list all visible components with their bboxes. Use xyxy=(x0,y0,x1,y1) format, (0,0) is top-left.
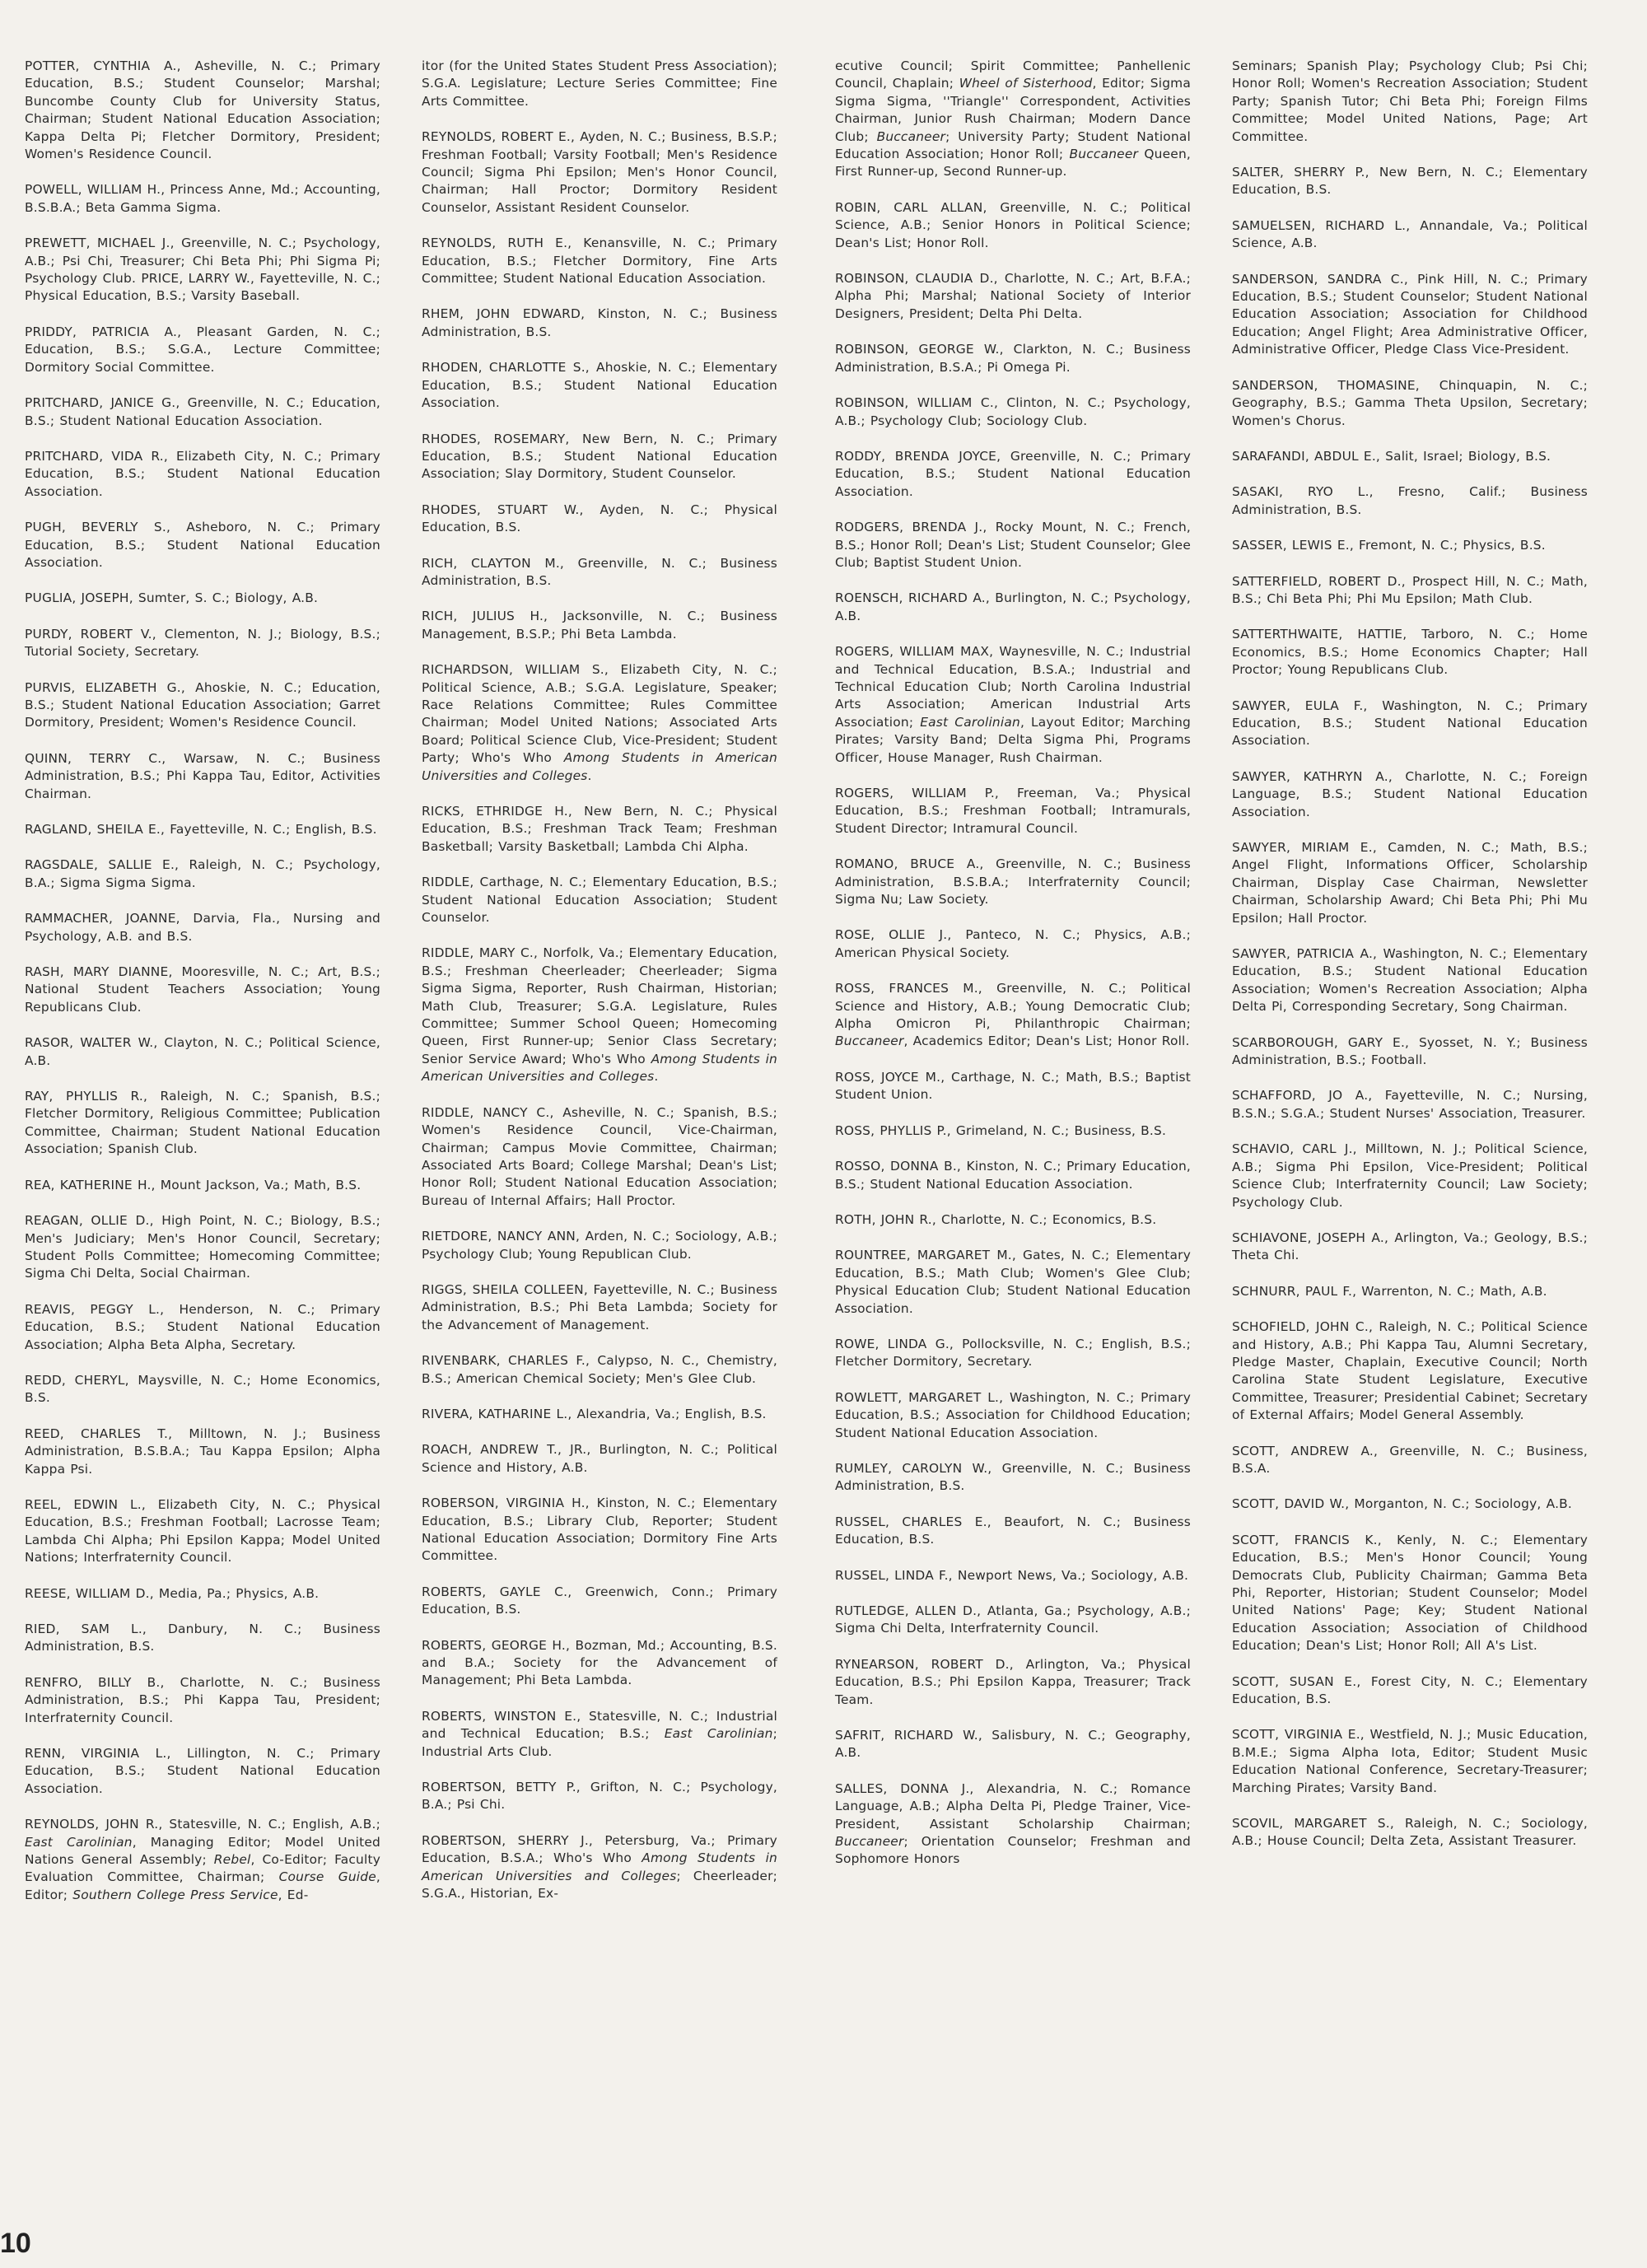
directory-entry: ROGERS, WILLIAM MAX, Waynesville, N. C.; Industrial and Technical Education, B.S.A.; Industrial and Technical Education Club; North Carolina Industrial Arts Association; American Industrial Arts Association; East Carolinian, Layout Editor; Marching Pirates; Varsity Band; Delta Sigma Phi, Programs Officer, House Manager, Rush Chairman. xyxy=(835,644,1192,765)
directory-entry: SARAFANDI, ABDUL E., Salit, Israel; Biology, B.S. xyxy=(1232,448,1551,464)
directory-entry: SATTERTHWAITE, HATTIE, Tarboro, N. C.; Home Economics, B.S.; Home Economics Chapter; Hall Proctor; Young Republicans Club. xyxy=(1232,627,1588,678)
directory-entry: SAWYER, PATRICIA A., Washington, N. C.; Elementary Education, B.S.; Student National Education Association; Women's Recreation Association; Alpha Delta Pi, Corresponding Secretary, Song Chairman. xyxy=(1232,946,1588,1015)
column-1 xyxy=(25,58,380,1922)
directory-entry: ROGERS, WILLIAM P., Freeman, Va.; Physical Education, B.S.; Freshman Football; Intramurals, Student Director; Intramural Council. xyxy=(835,786,1191,836)
directory-entry: PRIDDY, PATRICIA A., Pleasant Garden, N. C.; Education, B.S.; S.G.A., Lecture Committee; Dormitory Social Committee. xyxy=(25,324,380,375)
directory-entry: ROBERTSON, BETTY P., Grifton, N. C.; Psychology, B.A.; Psi Chi. xyxy=(422,1780,777,1813)
directory-entry: ROBIN, CARL ALLAN, Greenville, N. C.; Political Science, A.B.; Senior Honors in Political Science; Dean's List; Honor Roll. xyxy=(835,199,1191,250)
directory-entry: RASOR, WALTER W., Clayton, N. C.; Political Science, A.B. xyxy=(25,1035,380,1068)
directory-entry: REAVIS, PEGGY L., Henderson, N. C.; Primary Education, B.S.; Student National Education Association; Alpha Beta Alpha, Secretary. xyxy=(25,1301,380,1352)
directory-entry: SCOTT, SUSAN E., Forest City, N. C.; Elementary Education, B.S. xyxy=(1232,1673,1588,1707)
directory-entry: ROSSO, DONNA B., Kinston, N. C.; Primary Education, B.S.; Student National Education Association. xyxy=(835,1159,1191,1192)
directory-entry: ROSS, FRANCES M., Greenville, N. C.; Political Science and History, A.B.; Young Democratic Club; Alpha Omicron Pi, Philanthropic Chairman; Buccaneer, Academics Editor; Dean's List; Honor Roll. xyxy=(835,981,1191,1049)
directory-entry: REYNOLDS, ROBERT E., Ayden, N. C.; Business, B.S.P.; Freshman Football; Varsity Football; Men's Residence Council; Sigma Phi Epsilon; Men's Honor Council, Chairman; Hall Proctor; Dormitory Resident Counselor, Assistant Resident Counselor. xyxy=(422,129,777,215)
column-2 xyxy=(422,58,777,1921)
directory-entry: SCOTT, FRANCIS K., Kenly, N. C.; Elementary Education, B.S.; Men's Honor Council; Young Democrats Club, Publicity Chairman; Gamma Beta Phi, Reporter, Historian; Student Counselor; Model United Nations' Page; Key; Student National Education Association; Association of Childhood Education; Dean's List; Honor Roll; All A's List. xyxy=(1232,1532,1588,1654)
directory-entry: PRITCHARD, VIDA R., Elizabeth City, N. C.; Primary Education, B.S.; Student National Education Association. xyxy=(25,448,380,499)
directory-entry: ROUNTREE, MARGARET M., Gates, N. C.; Elementary Education, B.S.; Math Club; Women's Glee Club; Physical Education Club; Student National Education Association. xyxy=(835,1248,1191,1316)
directory-entry: RAGSDALE, SALLIE E., Raleigh, N. C.; Psychology, B.A.; Sigma Sigma Sigma. xyxy=(25,857,380,890)
directory-entry: RUMLEY, CAROLYN W., Greenville, N. C.; Business Administration, B.S. xyxy=(835,1460,1191,1494)
directory-entry: REDD, CHERYL, Maysville, N. C.; Home Economics, B.S. xyxy=(25,1372,380,1406)
page-number: 10 xyxy=(0,2228,31,2259)
directory-entry: RAMMACHER, JOANNE, Darvia, Fla., Nursing and Psychology, A.B. and B.S. xyxy=(25,911,380,944)
directory-entry: ROSS, JOYCE M., Carthage, N. C.; Math, B.S.; Baptist Student Union. xyxy=(835,1069,1191,1103)
directory-entry: REYNOLDS, RUTH E., Kenansville, N. C.; Primary Education, B.S.; Fletcher Dormitory, Fine Arts Committee; Student National Education Association. xyxy=(422,236,777,287)
directory-entry: SCARBOROUGH, GARY E., Syosset, N. Y.; Business Administration, B.S.; Football. xyxy=(1232,1034,1588,1068)
directory-entry: REAGAN, OLLIE D., High Point, N. C.; Biology, B.S.; Men's Judiciary; Men's Honor Council, Secretary; Student Polls Committee; Homecoming Committee; Sigma Chi Delta, Social Chairman. xyxy=(25,1213,380,1281)
directory-entry: RIVENBARK, CHARLES F., Calypso, N. C., Chemistry, B.S.; American Chemical Society; Men's Glee Club. xyxy=(422,1353,777,1386)
directory-entry: SCHAVIO, CARL J., Milltown, N. J.; Political Science, A.B.; Sigma Phi Epsilon, Vice-President; Political Science Club; Interfraternity Council; Law Society; Psychology Club. xyxy=(1232,1141,1588,1210)
directory-entry: ROBINSON, WILLIAM C., Clinton, N. C.; Psychology, A.B.; Psychology Club; Sociology Club. xyxy=(835,395,1191,428)
directory-entry: PREWETT, MICHAEL J., Greenville, N. C.; Psychology, A.B.; Psi Chi, Treasurer; Chi Beta Phi; Phi Sigma Pi; Psychology Club. PRICE, LARRY W., Fayetteville, N. C.; Physical Education, B.S.; Varsity Baseball. xyxy=(25,236,380,304)
directory-entry: QUINN, TERRY C., Warsaw, N. C.; Business Administration, B.S.; Phi Kappa Tau, Editor, Activities Chairman. xyxy=(25,750,380,801)
directory-entry: REED, CHARLES T., Milltown, N. J.; Business Administration, B.S.B.A.; Tau Kappa Epsilon; Alpha Kappa Psi. xyxy=(25,1426,380,1477)
directory-entry: ROBERTS, WINSTON E., Statesville, N. C.; Industrial and Technical Education; B.S.; East Carolinian; Industrial Arts Club. xyxy=(422,1708,777,1759)
directory-entry: RAY, PHYLLIS R., Raleigh, N. C.; Spanish, B.S.; Fletcher Dormitory, Religious Committee; Publication Committee, Chairman; Student National Education Association; Spanish Club. xyxy=(25,1089,380,1157)
directory-entry: RASH, MARY DIANNE, Mooresville, N. C.; Art, B.S.; National Student Teachers Association; Young Republicans Club. xyxy=(25,964,380,1015)
directory-entry: RHEM, JOHN EDWARD, Kinston, N. C.; Business Administration, B.S. xyxy=(422,306,777,339)
directory-entry: REA, KATHERINE H., Mount Jackson, Va.; Math, B.S. xyxy=(25,1177,362,1192)
directory-entry: RODDY, BRENDA JOYCE, Greenville, N. C.; Primary Education, B.S.; Student National Education Association. xyxy=(835,448,1191,499)
directory-entry: PUGLIA, JOSEPH, Sumter, S. C.; Biology, A.B. xyxy=(25,590,319,606)
column-4 xyxy=(1232,58,1588,1869)
directory-entry: itor (for the United States Student Press Association); S.G.A. Legislature; Lecture Series Committee; Fine Arts Committee. xyxy=(422,58,777,109)
directory-entry: ROBINSON, CLAUDIA D., Charlotte, N. C.; Art, B.F.A.; Alpha Phi; Marshal; National Society of Interior Designers, President; Delta Phi Delta. xyxy=(835,271,1191,321)
directory-entry: SAWYER, KATHRYN A., Charlotte, N. C.; Foreign Language, B.S.; Student National Education Association. xyxy=(1232,768,1588,819)
directory-entry: REESE, WILLIAM D., Media, Pa.; Physics, A.B. xyxy=(25,1585,320,1601)
directory-entry: RICKS, ETHRIDGE H., New Bern, N. C.; Physical Education, B.S.; Freshman Track Team; Freshman Basketball; Varsity Basketball; Lambda Chi Alpha. xyxy=(422,804,777,854)
directory-entry: RICH, JULIUS H., Jacksonville, N. C.; Business Management, B.S.P.; Phi Beta Lambda. xyxy=(422,609,777,642)
directory-entry: SCHIAVONE, JOSEPH A., Arlington, Va.; Geology, B.S.; Theta Chi. xyxy=(1232,1230,1588,1263)
directory-entry: ROSE, OLLIE J., Panteco, N. C.; Physics, A.B.; American Physical Society. xyxy=(835,927,1191,960)
directory-entry: ROBERTS, GAYLE C., Greenwich, Conn.; Primary Education, B.S. xyxy=(422,1584,777,1617)
directory-entry: SAWYER, MIRIAM E., Camden, N. C.; Math, B.S.; Angel Flight, Informations Officer, Scholarship Chairman, Display Case Chairman, Newsletter Chairman, Scholarship Award; Chi Beta Phi; Phi Mu Epsilon; Hall Proctor. xyxy=(1232,840,1588,926)
directory-entry: ROENSCH, RICHARD A., Burlington, N. C.; Psychology, A.B. xyxy=(835,590,1191,623)
directory-entry: RENFRO, BILLY B., Charlotte, N. C.; Business Administration, B.S.; Phi Kappa Tau, President; Interfraternity Council. xyxy=(25,1674,380,1725)
directory-entry: SCHNURR, PAUL F., Warrenton, N. C.; Math, A.B. xyxy=(1232,1283,1547,1299)
directory-entry: PURDY, ROBERT V., Clementon, N. J.; Biology, B.S.; Tutorial Society, Secretary. xyxy=(25,626,380,660)
directory-entry: ROBERTSON, SHERRY J., Petersburg, Va.; Primary Education, B.S.A.; Who's Who Among Students in American Universities and Colleges; Cheerleader; S.G.A., Historian, Ex- xyxy=(422,1832,777,1902)
directory-entry: RUSSEL, CHARLES E., Beaufort, N. C.; Business Education, B.S. xyxy=(835,1514,1191,1547)
directory-entry: RODGERS, BRENDA J., Rocky Mount, N. C.; French, B.S.; Honor Roll; Dean's List; Student Counselor; Glee Club; Baptist Student Union. xyxy=(835,520,1191,570)
directory-entry: RYNEARSON, ROBERT D., Arlington, Va.; Physical Education, B.S.; Phi Epsilon Kappa, Treasurer; Track Team. xyxy=(835,1656,1191,1707)
directory-entry: RICHARDSON, WILLIAM S., Elizabeth City, N. C.; Political Science, A.B.; S.G.A. Legislature, Speaker; Race Relations Committee; Rules Committee Chairman; Model United Nations; Associated Arts Board; Political Science Club, Vice-President; Student Party; Who's Who Among Students in American Universities and Colleges. xyxy=(422,662,777,783)
directory-entry: POWELL, WILLIAM H., Princess Anne, Md.; Accounting, B.S.B.A.; Beta Gamma Sigma. xyxy=(25,182,380,215)
directory-entry: PRITCHARD, JANICE G., Greenville, N. C.; Education, B.S.; Student National Education Association. xyxy=(25,395,380,428)
directory-entry: RIDDLE, MARY C., Norfolk, Va.; Elementary Education, B.S.; Freshman Cheerleader; Cheerleader; Sigma Sigma Sigma, Reporter, Rush Chairman, Historian; Math Club, Treasurer; S.G.A. Legislature, Rules Committee; Summer School Queen; Homecoming Queen, First Runner-up; Senior Class Secretary; Senior Service Award; Who's Who Among Students in American Universities and Colleges. xyxy=(422,945,778,1085)
directory-entry: RHODES, STUART W., Ayden, N. C.; Physical Education, B.S. xyxy=(422,502,777,535)
directory-entry: ROTH, JOHN R., Charlotte, N. C.; Economics, B.S. xyxy=(835,1211,1157,1227)
directory-entry: SASSER, LEWIS E., Fremont, N. C.; Physics, B.S. xyxy=(1232,538,1546,553)
directory-entry: SANDERSON, SANDRA C., Pink Hill, N. C.; Primary Education, B.S.; Student Counselor; Student National Education Association; Association for Childhood Education; Angel Flight; Area Administrative Officer, Administrative Officer, Pledge Class Vice-President. xyxy=(1232,271,1588,357)
directory-entry: ecutive Council; Spirit Committee; Panhellenic Council, Chaplain; Wheel of Sisterhood, Editor; Sigma Sigma Sigma, ''Triangle'' Correspondent, Activities Chairman, Junior Rush Chairman; Modern Dance Club; Buccaneer; University Party; Student National Education Association; Honor Roll; Buccaneer Queen, First Runner-up, Second Runner-up. xyxy=(835,58,1191,180)
directory-entry: ROWLETT, MARGARET L., Washington, N. C.; Primary Education, B.S.; Association for Childhood Education; Student National Education Association. xyxy=(835,1389,1191,1440)
directory-entry: SCOTT, VIRGINIA E., Westfield, N. J.; Music Education, B.M.E.; Sigma Alpha Iota, Editor; Student Music Education National Conference, Secretary-Treasurer; Marching Pirates; Varsity Band. xyxy=(1232,1727,1588,1795)
directory-entry: SCHOFIELD, JOHN C., Raleigh, N. C.; Political Science and History, A.B.; Phi Kappa Tau, Alumni Secretary, Pledge Master, Chaplain, Executive Council; North Carolina State Student Legislature, Executive Committee, Treasurer; Presidential Cabinet; Secretary of External Affairs; Model General Assembly. xyxy=(1232,1319,1588,1423)
directory-entry: ROSS, PHYLLIS P., Grimeland, N. C.; Business, B.S. xyxy=(835,1122,1167,1138)
column-3 xyxy=(835,58,1191,1887)
directory-entry: PURVIS, ELIZABETH G., Ahoskie, N. C.; Education, B.S.; Student National Education Association; Garret Dormitory, President; Women's Residence Council. xyxy=(25,679,380,730)
directory-entry: SAMUELSEN, RICHARD L., Annandale, Va.; Political Science, A.B. xyxy=(1232,217,1588,251)
directory-entry: SAWYER, EULA F., Washington, N. C.; Primary Education, B.S.; Student National Education Association. xyxy=(1232,698,1588,749)
directory-entry: RIGGS, SHEILA COLLEEN, Fayetteville, N. C.; Business Administration, B.S.; Phi Beta Lambda; Society for the Advancement of Management. xyxy=(422,1281,777,1332)
directory-entry: SAFRIT, RICHARD W., Salisbury, N. C.; Geography, A.B. xyxy=(835,1728,1191,1761)
directory-entry: RIETDORE, NANCY ANN, Arden, N. C.; Sociology, A.B.; Psychology Club; Young Republican Club. xyxy=(422,1229,777,1262)
directory-entry: SCOVIL, MARGARET S., Raleigh, N. C.; Sociology, A.B.; House Council; Delta Zeta, Assistant Treasurer. xyxy=(1232,1816,1588,1849)
directory-entry: SCHAFFORD, JO A., Fayetteville, N. C.; Nursing, B.S.N.; S.G.A.; Student Nurses' Association, Treasurer. xyxy=(1232,1088,1588,1121)
directory-entry: RIVERA, KATHARINE L., Alexandria, Va.; English, B.S. xyxy=(422,1406,767,1421)
directory-entry: RAGLAND, SHEILA E., Fayetteville, N. C.; English, B.S. xyxy=(25,822,377,837)
directory-entry: POTTER, CYNTHIA A., Asheville, N. C.; Primary Education, B.S.; Student Counselor; Marshal; Buncombe County Club for University Status, Chairman; Student National Education Association; Kappa Delta Pi; Fletcher Dormitory, President; Women's Residence Council. xyxy=(25,58,380,162)
directory-entry: RHODEN, CHARLOTTE S., Ahoskie, N. C.; Elementary Education, B.S.; Student National Education Association. xyxy=(422,360,777,411)
directory-entry: ROBERTS, GEORGE H., Bozman, Md.; Accounting, B.S. and B.A.; Society for the Advancement of Management; Phi Beta Lambda. xyxy=(422,1637,777,1688)
directory-entry: PUGH, BEVERLY S., Asheboro, N. C.; Primary Education, B.S.; Student National Education Association. xyxy=(25,520,380,570)
directory-entry: RIDDLE, Carthage, N. C.; Elementary Education, B.S.; Student National Education Association; Student Counselor. xyxy=(422,875,777,926)
directory-entry: REYNOLDS, JOHN R., Statesville, N. C.; English, A.B.; East Carolinian, Managing Editor; Model United Nations General Assembly; Rebel, Co-Editor; Faculty Evaluation Committee, Chairman; Course Guide, Editor; Southern College Press Service, Ed- xyxy=(25,1817,381,1902)
directory-entry: SATTERFIELD, ROBERT D., Prospect Hill, N. C.; Math, B.S.; Chi Beta Phi; Phi Mu Epsilon; Math Club. xyxy=(1232,573,1588,606)
directory-entry: SCOTT, DAVID W., Morganton, N. C.; Sociology, A.B. xyxy=(1232,1496,1573,1512)
directory-entry: SALTER, SHERRY P., New Bern, N. C.; Elementary Education, B.S. xyxy=(1232,165,1588,198)
directory-entry: ROACH, ANDREW T., JR., Burlington, N. C.; Political Science and History, A.B. xyxy=(422,1442,777,1475)
directory-entry: ROBINSON, GEORGE W., Clarkton, N. C.; Business Administration, B.S.A.; Pi Omega Pi. xyxy=(835,342,1191,375)
directory-entry: RENN, VIRGINIA L., Lillington, N. C.; Primary Education, B.S.; Student National Education Association. xyxy=(25,1746,380,1796)
directory-entry: SANDERSON, THOMASINE, Chinquapin, N. C.; Geography, B.S.; Gamma Theta Upsilon, Secretary; Women's Chorus. xyxy=(1232,377,1588,428)
directory-entry: ROBERSON, VIRGINIA H., Kinston, N. C.; Elementary Education, B.S.; Library Club, Reporter; Student National Education Association; Dormitory Fine Arts Committee. xyxy=(422,1496,777,1564)
directory-entry: SALLES, DONNA J., Alexandria, N. C.; Romance Language, A.B.; Alpha Delta Pi, Pledge Trainer, Vice-President, Assistant Scholarship Chairman; Buccaneer; Orientation Counselor; Freshman and Sophomore Honors xyxy=(835,1780,1191,1867)
directory-entry: Seminars; Spanish Play; Psychology Club; Psi Chi; Honor Roll; Women's Recreation Association; Student Party; Spanish Tutor; Chi Beta Phi; Foreign Films Committee; Model United Nations, Page; Art Committee. xyxy=(1232,58,1588,144)
directory-entry: REEL, EDWIN L., Elizabeth City, N. C.; Physical Education, B.S.; Freshman Football; Lacrosse Team; Lambda Chi Alpha; Phi Epsilon Kappa; Model United Nations; Interfraternity Council. xyxy=(25,1496,380,1566)
directory-entry: ROMANO, BRUCE A., Greenville, N. C.; Business Administration, B.S.B.A.; Interfraternity Council; Sigma Nu; Law Society. xyxy=(835,856,1191,908)
directory-entry: RIDDLE, NANCY C., Asheville, N. C.; Spanish, B.S.; Women's Residence Council, Vice-Chairman, Chairman; Campus Movie Committee, Chairman; Associated Arts Board; College Marshal; Dean's List; Honor Roll; Student National Education Association; Bureau of Internal Affairs; Hall Proctor. xyxy=(422,1104,777,1208)
directory-entry: SCOTT, ANDREW A., Greenville, N. C.; Business, B.S.A. xyxy=(1232,1443,1588,1476)
directory-entry: SASAKI, RYO L., Fresno, Calif.; Business Administration, B.S. xyxy=(1232,484,1588,517)
directory-entry: RUSSEL, LINDA F., Newport News, Va.; Sociology, A.B. xyxy=(835,1567,1189,1583)
directory-entry: RHODES, ROSEMARY, New Bern, N. C.; Primary Education, B.S.; Student National Education Association; Slay Dormitory, Student Counselor. xyxy=(422,431,777,482)
directory-entry: ROWE, LINDA G., Pollocksville, N. C.; English, B.S.; Fletcher Dormitory, Secretary. xyxy=(835,1336,1191,1370)
directory-entry: RIED, SAM L., Danbury, N. C.; Business Administration, B.S. xyxy=(25,1622,380,1654)
directory-entry: RUTLEDGE, ALLEN D., Atlanta, Ga.; Psychology, A.B.; Sigma Chi Delta, Interfraternity Council. xyxy=(835,1603,1191,1636)
directory-entry: RICH, CLAYTON M., Greenville, N. C.; Business Administration, B.S. xyxy=(422,555,777,588)
